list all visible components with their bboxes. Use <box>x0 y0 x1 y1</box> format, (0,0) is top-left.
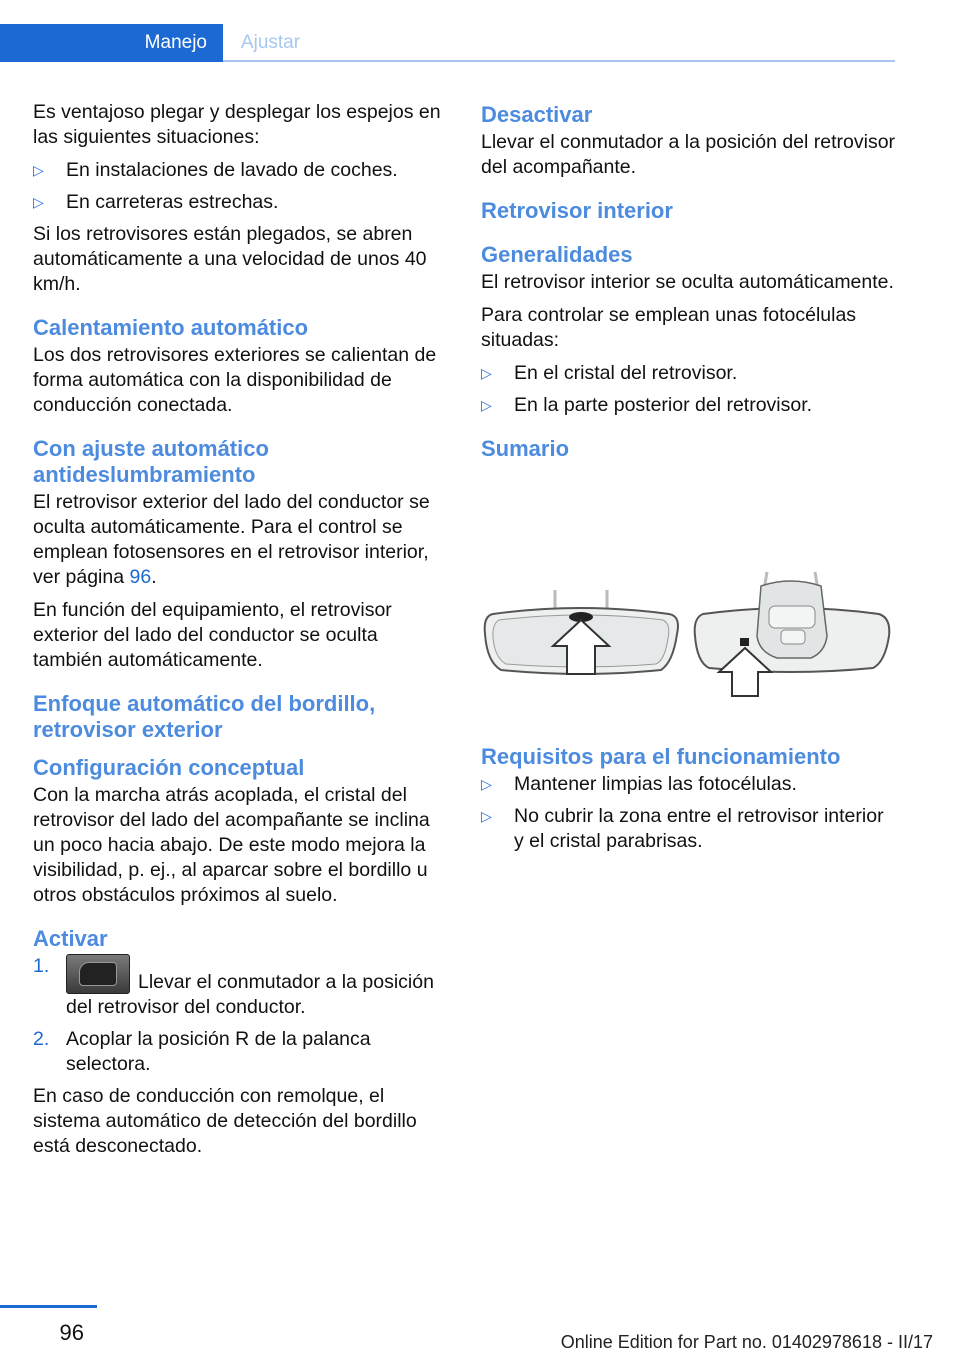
list-item <box>481 804 896 854</box>
heading-summary: Sumario <box>481 436 570 461</box>
general-text-1: El retrovisor interior se oculta automáticamente. <box>481 271 894 293</box>
auto-fold-text: Si los retrovisores están plegados, se abren automáticamente a una velocidad de unos 40 km/h. <box>33 223 427 295</box>
trailer-text: En caso de conducción con remolque, el sistema automático de detección del bordillo está desconectado. <box>33 1085 417 1157</box>
heading-interior: Retrovisor interior <box>481 198 673 223</box>
triangle-right-icon: ▷ <box>481 365 492 381</box>
page-link[interactable]: 96 <box>129 566 152 588</box>
deactivate-text: Llevar el conmutador a la posición del retrovisor del acompañante. <box>481 131 896 178</box>
tab-ajustar-label: Ajustar <box>240 32 301 53</box>
step-number: 1. <box>33 955 50 977</box>
heading-deactivate: Desactivar <box>481 102 593 127</box>
list-item-text: En carreteras estrechas. <box>66 191 279 213</box>
mirror-switch-icon <box>66 954 130 994</box>
heading-antiglare: Con ajuste automático antideslumbramiento <box>33 436 269 487</box>
intro-list <box>33 158 448 215</box>
mirror-illustration <box>481 562 897 707</box>
header-rule <box>223 60 895 62</box>
header-tabs <box>0 24 318 62</box>
tab-manejo[interactable] <box>0 24 223 62</box>
right-column <box>481 100 896 861</box>
footer-rule <box>0 1305 97 1308</box>
heading-activate: Activar <box>33 926 108 951</box>
triangle-right-icon: ▷ <box>481 776 492 792</box>
triangle-right-icon: ▷ <box>33 162 44 178</box>
mirror-rear-icon <box>695 572 890 696</box>
triangle-right-icon: ▷ <box>481 808 492 824</box>
antiglare-text-2: En función del equipamiento, el retrovisor exterior del lado del conductor se oculta también automáticamente. <box>33 599 392 671</box>
general-text-2: Para controlar se emplean unas fotocélulas situadas: <box>481 304 857 351</box>
heading-concept: Configuración conceptual <box>33 755 305 780</box>
step-text: Llevar el conmutador a la posición del retrovisor del conductor. <box>66 971 434 1018</box>
list-item-text: En instalaciones de lavado de coches. <box>66 159 398 181</box>
list-item <box>33 158 448 183</box>
antiglare-text-1-part: El retrovisor exterior del lado del conductor se oculta automáticamente. Para el control se emplean fotosensores en el retrovisor interior, ver página <box>33 491 430 588</box>
list-item <box>481 393 896 418</box>
list-item <box>33 190 448 215</box>
requirements-list <box>481 772 896 854</box>
list-item <box>481 361 896 386</box>
step-number: 2. <box>33 1028 50 1050</box>
step-item <box>33 1027 448 1077</box>
list-item-text: No cubrir la zona entre el retrovisor interior y el cristal parabrisas. <box>514 805 884 852</box>
tab-ajustar[interactable] <box>223 24 318 62</box>
left-column <box>33 100 448 1167</box>
heading-curb: Enfoque automático del bordillo, retrovisor exterior <box>33 691 376 742</box>
triangle-right-icon: ▷ <box>481 397 492 413</box>
triangle-right-icon: ▷ <box>33 194 44 210</box>
list-item-text: Mantener limpias las fotocélulas. <box>514 773 797 795</box>
heading-requirements: Requisitos para el funcionamiento <box>481 744 841 769</box>
mirror-front-icon <box>485 590 678 674</box>
page-number: 96 <box>59 1320 84 1345</box>
heating-text: Los dos retrovisores exteriores se calientan de forma automática con la disponibilidad de conducción conectada. <box>33 344 437 416</box>
intro-text: Es ventajoso plegar y desplegar los espejos en las siguientes situaciones: <box>33 101 441 148</box>
general-list <box>481 361 896 418</box>
step-item <box>33 954 448 1020</box>
activate-steps <box>33 954 448 1077</box>
list-item-text: En el cristal del retrovisor. <box>514 362 738 384</box>
step-text: Acoplar la posición R de la palanca selectora. <box>66 1028 371 1075</box>
list-item-text: En la parte posterior del retrovisor. <box>514 394 813 416</box>
antiglare-text-1-end: . <box>151 566 157 588</box>
heading-heating: Calentamiento automático <box>33 315 309 340</box>
antiglare-text-1 <box>33 490 448 590</box>
edition-text: Online Edition for Part no. 01402978618 - II/17 <box>560 1332 933 1352</box>
heading-general: Generalidades <box>481 242 633 267</box>
concept-text: Con la marcha atrás acoplada, el cristal del retrovisor del lado del acompañante se inclina un poco hacia abajo. De este modo mejora la visibilidad, p. ej., al aparcar sobre el bordillo u otros obstáculos próximos al suelo. <box>33 784 430 906</box>
list-item <box>481 772 896 797</box>
tab-manejo-label: Manejo <box>144 32 207 53</box>
